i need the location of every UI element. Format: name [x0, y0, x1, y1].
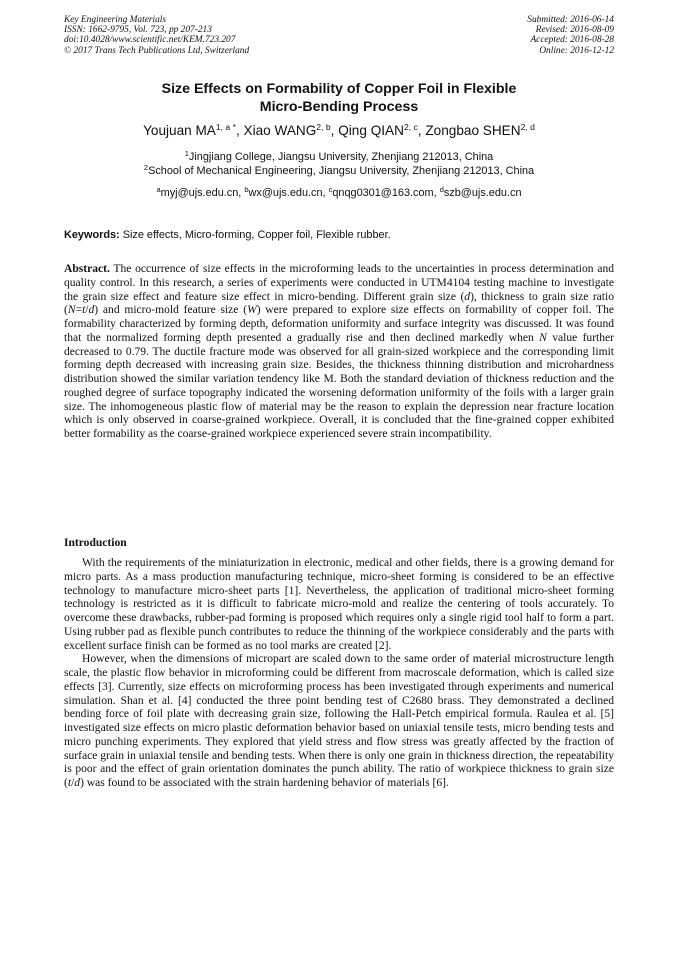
affiliation-2 — [40, 164, 638, 178]
author-sup: 2, d — [520, 122, 535, 132]
section-heading-introduction: Introduction — [64, 537, 127, 549]
email-link[interactable]: szb@ujs.edu.cn — [443, 187, 522, 199]
intro-paragraph-1: With the requirements of the miniaturization in electronic, medical and other fields, there is a growing demand for micro parts. As a mass production manufacturing technique, micro-sheet forming is considered to be an effective technology to manufacture micro-sheet parts [1]. Nevertheless, the application of traditional micro-sheet forming technology is restricted as it is difficult to fabricate micro-mold and realize the centering of tools accurately. To overcome these drawbacks, rubber-pad forming is proposed which requires only a single rigid tool half to form a part. Using rubber pad as flexible punch contributes to reduce the thinning of the workpiece considerably and the parts with excellent surface finish can be formed as no tool marks are created [2]. — [64, 557, 614, 652]
journal-copyright: © 2017 Trans Tech Publications Ltd, Switzerland — [64, 45, 250, 56]
abstract-text: ), thickness to grain size ratio ( — [64, 290, 614, 317]
abstract-label: Abstract. — [64, 263, 110, 275]
email-link[interactable]: myj@ujs.edu.cn — [160, 187, 239, 199]
abstract-paragraph — [64, 263, 614, 442]
introduction-body — [64, 557, 614, 791]
var-N: N — [539, 331, 547, 344]
email-link[interactable]: qnqg0301@163.com — [332, 187, 434, 199]
email-sup: c — [328, 185, 333, 194]
title-line-1: Size Effects on Formability of Copper Foil in Flexible — [161, 81, 517, 97]
abstract-text: = — [75, 304, 83, 317]
var-d: d — [464, 290, 471, 303]
email-link[interactable]: wx@ujs.edu.cn — [248, 187, 323, 199]
author-list: Youjuan $MA^{1, a *}$, Xiao WANG$^{2, b}$, Qing QIAN$^{2, c}$, Zongbao SHEN$^{2, d}$ — [143, 122, 535, 138]
abstract — [64, 263, 614, 442]
author-name: Youjuan MA — [143, 123, 216, 138]
abstract-text: value further decreased to 0.79. The ductile fracture mode was observed for all grain-sized workpiece and the corresponding limit forming depth decreased with increasing grain size. Besides, the thickness thinning distribution and microhardness distribution showed the similar variation tendency like M. Both the standard deviation of thickness reduction and the roughed degree of surface topography indicated the worsening deformation uniformity of the foils with a larger grain size. The inhomogeneous plastic flow of material may be the reason to explain the depression near fracture location which is only observed in coarse-grained workpiece. Overall, it is concluded that the fine-grained copper exhibited better formability as the coarse-grained workpiece experienced severe strain incompatibility. — [64, 331, 614, 440]
affiliation-text: School of Mechanical Engineering, Jiangsu University, Zhenjiang 212013, China — [148, 165, 535, 177]
paper-title — [64, 80, 614, 116]
author-sup: 1, a * — [215, 122, 236, 132]
keywords-text: Size effects, Micro-forming, Copper foil, Flexible rubber. — [119, 229, 391, 241]
author-sup: 2, b — [316, 122, 331, 132]
affiliation-1 — [40, 150, 638, 164]
date-online: Online: 2016-12-12 — [539, 45, 614, 56]
var-t: t — [82, 304, 86, 317]
abstract-text: The occurrence of size effects in the microforming leads to the uncertainties in process determination and quality control. In this research, a series of experiments were conducted in UTM4104 testing machine to investigate the grain size effect and feature size effect in micro-bending. Different grain size ( — [64, 263, 614, 303]
intro-paragraph-2 — [64, 653, 614, 791]
var-d: d — [74, 777, 81, 789]
date-accepted: Accepted: 2016-08-28 — [530, 35, 614, 46]
intro-text: ) was found to be associated with the strain hardening behavior of materials [6]. — [80, 777, 449, 789]
var-t: t — [67, 777, 72, 789]
author-name: Zongbao SHEN — [425, 123, 521, 138]
journal-info — [64, 15, 249, 56]
date-submitted: Submitted: 2016-06-14 — [527, 15, 614, 25]
keywords-label: Keywords: — [64, 229, 120, 241]
author-name: Qing QIAN — [338, 123, 404, 138]
author-sup: 2, c — [403, 122, 418, 132]
var-N: N — [67, 304, 76, 317]
date-revised: Revised: 2016-08-09 — [535, 25, 614, 36]
affiliation-sup: 1 — [184, 149, 189, 158]
publication-dates — [527, 15, 614, 56]
abstract-text: ) and micro-mold feature size ( — [94, 304, 248, 317]
email-sup: b — [244, 185, 249, 194]
var-W: W — [247, 304, 257, 317]
journal-name: Key Engineering Materials — [64, 15, 167, 25]
author-emails: $^a$myj@ujs.edu.cn, $^b$wx@ujs.edu.cn, $^c$qnqg0301@163.com, $^d$szb@ujs.edu.cn — [156, 185, 522, 199]
intro-text: / — [71, 777, 75, 789]
journal-doi: doi:10.4028/www.scientific.net/KEM.723.207 — [64, 35, 236, 46]
abstract-text: / — [85, 304, 89, 317]
abstract-text: ) were prepared to explore size effects on formability of copper foil. The formability characterized by forming depth, deformation uniformity and surface integrity was discussed. It was found that the normalized forming depth presented a gradually rise and then declined markedly when — [64, 304, 614, 344]
intro-text: However, when the dimensions of micropart are scaled down to the same order of material microstructure length scale, the plastic flow behavior in microforming could be different from macroscale deformation, which is called size effects [3]. Currently, size effects on microforming process has been investigated through experiments and numerical simulation. Shan et al. [4] conducted the three point bending test of C2680 brass. They demonstrated a declined bending force of foil plate with decreasing grain size, following the Hall-Petch empirical formula. Raulea et al. [5] investigated size effects on micro plastic deformation behavior based on uniaxial tensile tests, micro bending tests and micro punching experiments. They explored that yield stress and flow stress was greatly affected by the fraction of surface grain in uniaxial tensile and bending tests. When there is only one grain in thickness direction, the repeatability is poor and the effect of grain orientation dominates the punch ability. The ratio of workpiece thickness to grain size ( — [64, 653, 614, 789]
affiliation-text: Jingjiang College, Jiangsu University, Zhenjiang 212013, China — [188, 151, 494, 163]
journal-issn: ISSN: 1662-9795, Vol. 723, pp 207-213 — [64, 25, 212, 36]
keywords — [64, 228, 614, 242]
email-sup: a — [156, 185, 161, 194]
email-sup: d — [439, 185, 444, 194]
var-d: d — [88, 304, 95, 317]
affiliation-sup: 2 — [143, 163, 149, 172]
title-line-2: Micro-Bending Process — [259, 99, 419, 115]
author-name: Xiao WANG — [243, 123, 317, 138]
affiliations — [40, 150, 638, 178]
